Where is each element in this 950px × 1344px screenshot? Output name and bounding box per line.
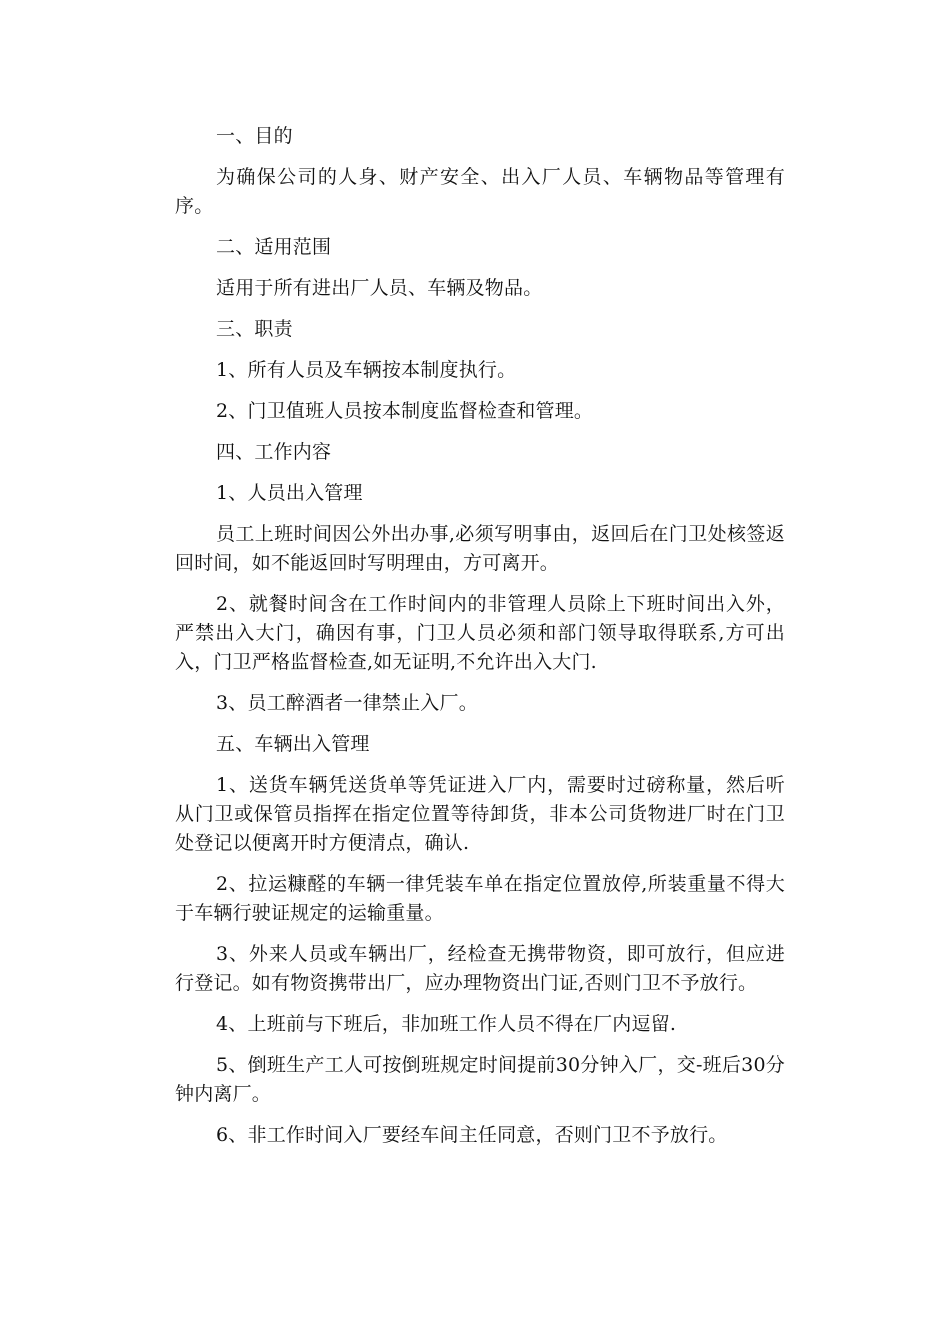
paragraph-personnel-1: 员工上班时间因公外出办事,必须写明事由，返回后在门卫处核签返回时间，如不能返回时写明理由，方可离开。 [175, 523, 785, 574]
paragraph-vehicle-4: 4、上班前与下班后，非加班工作人员不得在厂内逗留. [216, 1013, 677, 1035]
section-heading-duties: 三、职责 [216, 318, 293, 340]
paragraph-vehicle-2: 2、拉运糠醛的车辆一律凭装车单在指定位置放停,所装重量不得大于车辆行驶证规定的运输重量。 [175, 873, 785, 924]
subheading-personnel-access: 1、人员出入管理 [216, 482, 363, 504]
section-heading-scope: 二、适用范围 [216, 236, 332, 258]
paragraph-duty-1: 1、所有人员及车辆按本制度执行。 [216, 359, 517, 381]
paragraph-scope: 适用于所有进出厂人员、车辆及物品。 [216, 277, 543, 299]
paragraph-vehicle-6: 6、非工作时间入厂要经车间主任同意，否则门卫不予放行。 [216, 1124, 728, 1146]
paragraph-personnel-3: 3、员工醉酒者一律禁止入厂。 [216, 692, 478, 714]
section-heading-vehicle-access: 五、车辆出入管理 [216, 733, 370, 755]
paragraph-vehicle-1: 1、送货车辆凭送货单等凭证进入厂内，需要时过磅称量，然后听从门卫或保管员指挥在指定位置等待卸货，非本公司货物进厂时在门卫处登记以便离开时方便清点，确认. [175, 774, 785, 854]
paragraph-vehicle-3: 3、外来人员或车辆出厂，经检查无携带物资，即可放行，但应进行登记。如有物资携带出厂，应办理物资出门证,否则门卫不予放行。 [175, 943, 785, 994]
paragraph-vehicle-5: 5、倒班生产工人可按倒班规定时间提前30分钟入厂，交-班后30分钟内离厂。 [175, 1054, 785, 1105]
section-heading-work-content: 四、工作内容 [216, 441, 332, 463]
paragraph-personnel-2: 2、就餐时间含在工作时间内的非管理人员除上下班时间出入外，严禁出入大门，确因有事，门卫人员必须和部门领导取得联系,方可出入，门卫严格监督检查,如无证明,不允许出入大门. [175, 593, 785, 673]
document-body [175, 122, 785, 1162]
section-heading-purpose: 一、目的 [216, 125, 293, 147]
paragraph-duty-2: 2、门卫值班人员按本制度监督检查和管理。 [216, 400, 594, 422]
paragraph-purpose: 为确保公司的人身、财产安全、出入厂人员、车辆物品等管理有序。 [175, 166, 785, 217]
